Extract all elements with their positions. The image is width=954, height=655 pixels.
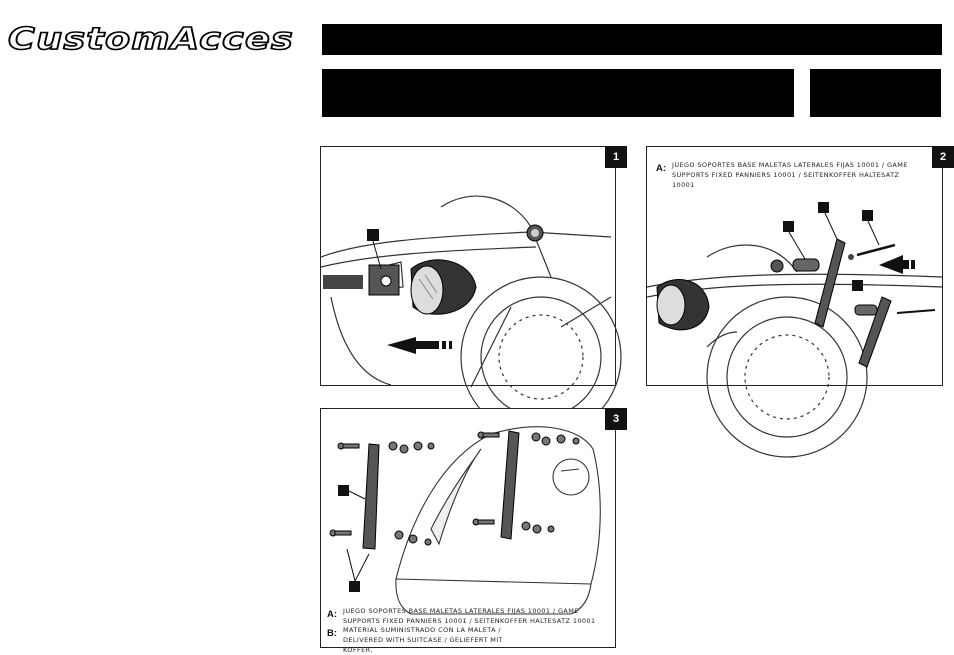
headlight xyxy=(657,280,709,330)
step-2-caption: JUEGO SOPORTES BASE MALETAS LATERALES FIJAS 10001 / GAME SUPPORTS FIXED PANNIERS 10001 / SEITENKOFFER HALTESATZ 10001 xyxy=(672,161,908,189)
step-3-note-a: JUEGO SOPORTES BASE MALETAS LATERALES FIJAS 10001 / GAME SUPPORTS FIXED PANNIERS 10001 / SEITENKOFFER HALTESATZ 10001 xyxy=(343,607,596,625)
step-3-badge: 3 xyxy=(605,408,627,430)
step-1-illustration xyxy=(321,147,615,385)
headlight xyxy=(411,260,476,314)
step-2-panel xyxy=(646,146,947,386)
arrow-icon xyxy=(879,255,915,274)
support-bracket-right xyxy=(501,431,519,539)
support-bracket-top xyxy=(815,239,845,327)
title-bar xyxy=(322,24,942,55)
logo-text: CustomAcces xyxy=(8,22,294,57)
step-3-label-b: B: xyxy=(327,628,338,639)
code-box xyxy=(810,69,941,117)
step-3-panel xyxy=(320,408,620,654)
subtitle-bar xyxy=(322,69,794,117)
step-2-badge: 2 xyxy=(932,146,954,168)
callout-a-marker xyxy=(367,229,379,241)
arrow-icon xyxy=(387,337,452,354)
step-1-badge: 1 xyxy=(605,146,627,168)
support-bracket-left xyxy=(363,444,379,549)
step-3-label-a: A: xyxy=(327,609,338,620)
custom-acces-logo xyxy=(6,22,298,56)
step-3-note-b: MATERIAL SUMINISTRADO CON LA MALETA / DELIVERED WITH SUITCASE / GELIEFERT MIT KOFFER. xyxy=(343,626,503,654)
bracket xyxy=(323,265,399,295)
step-1-panel xyxy=(320,146,620,386)
step-2-label-a: A: xyxy=(656,163,667,174)
